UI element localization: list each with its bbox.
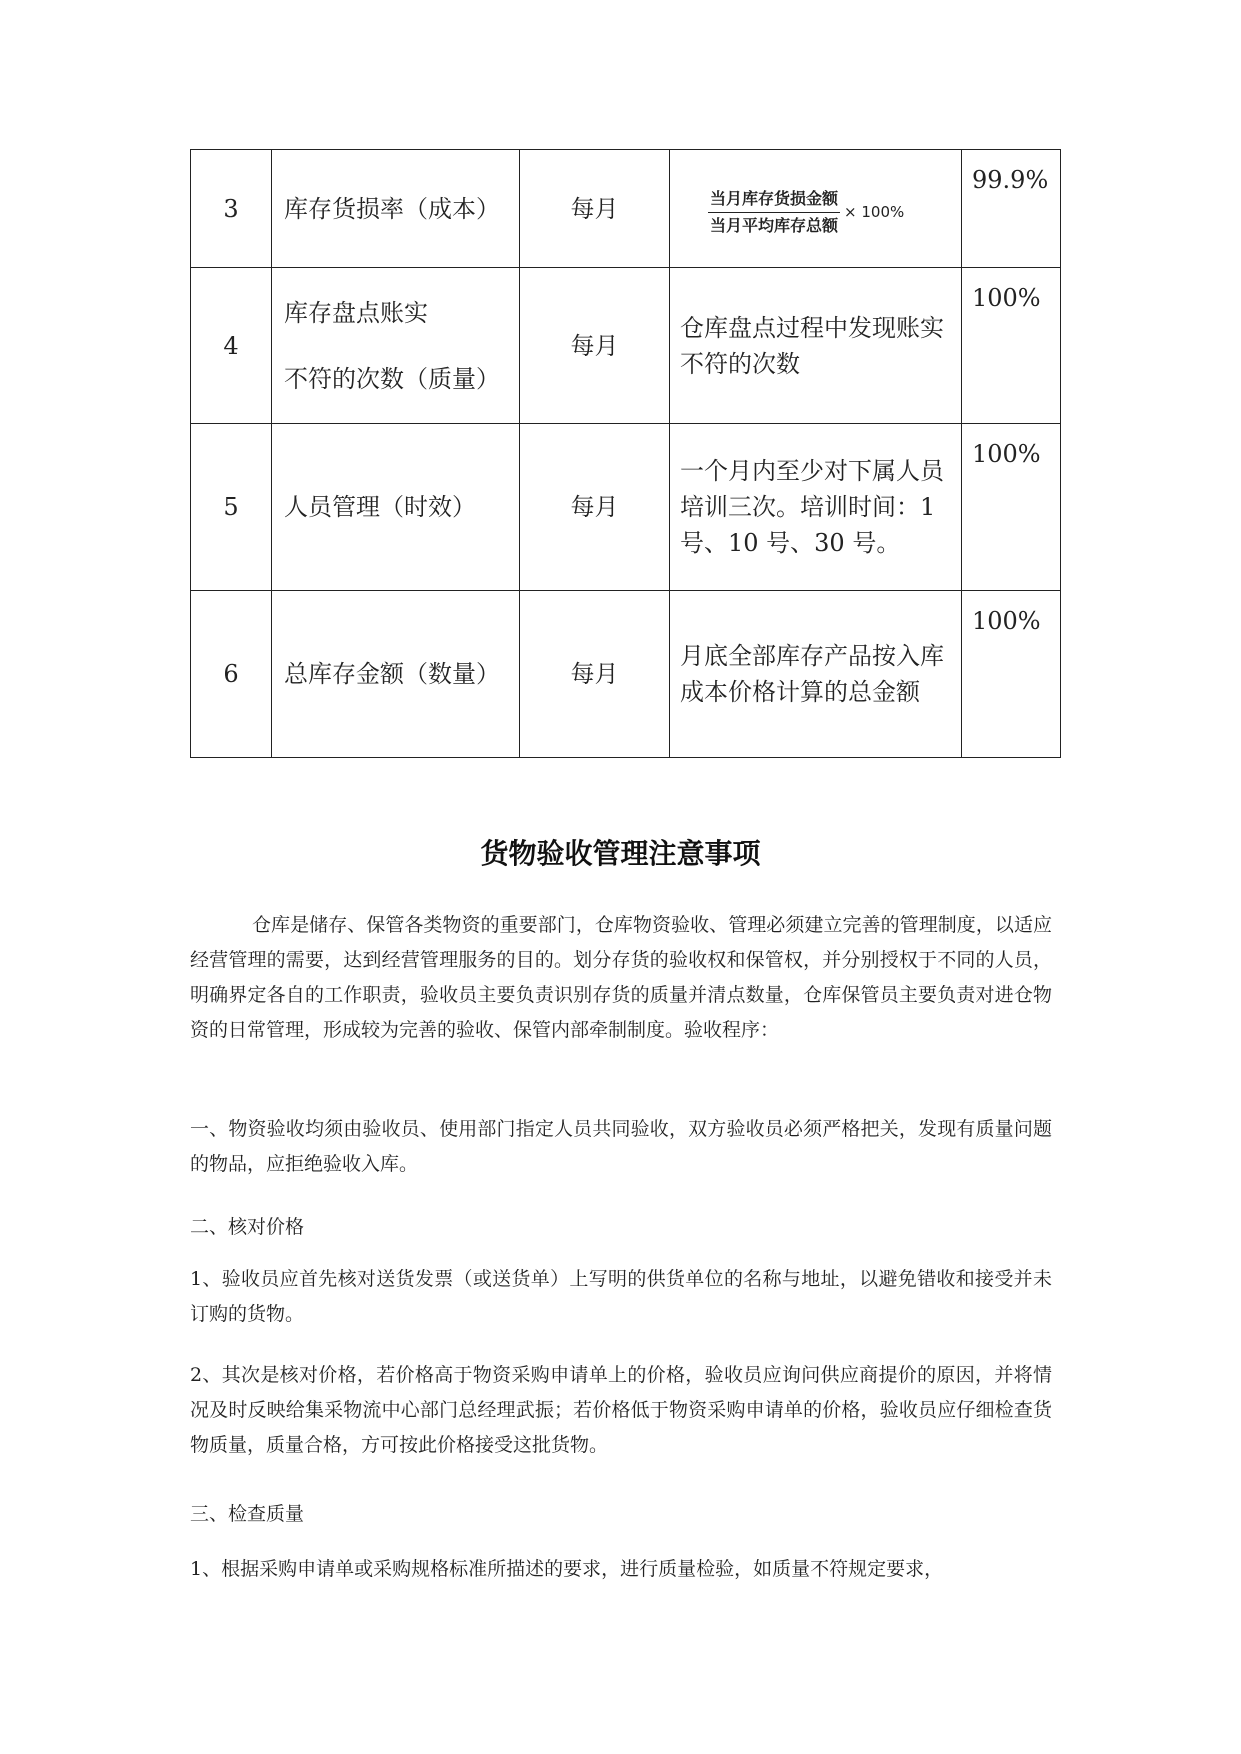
row-number: 4 xyxy=(191,268,272,424)
target-value: 100% xyxy=(962,424,1061,591)
row-number: 5 xyxy=(191,424,272,591)
paragraph: 2、其次是核对价格，若价格高于物资采购申请单上的价格，验收员应询问供应商提价的原因，并将情况及时反映给集采物流中心部门总经理武振；若价格低于物资采购申请单的价格，验收员应仔细检查货物质量，质量合格，方可按此价格接受这批货物。 xyxy=(190,1364,1052,1456)
metric-name: 库存货损率（成本） xyxy=(272,150,520,268)
metric-name: 库存盘点账实 不符的次数（质量） xyxy=(272,268,520,424)
metric-name: 总库存金额（数量） xyxy=(272,591,520,758)
frequency: 每月 xyxy=(520,150,670,268)
frequency: 每月 xyxy=(520,424,670,591)
formula-denominator: 当月平均库存总额 xyxy=(710,216,839,235)
description: 仓库盘点过程中发现账实不符的次数 xyxy=(670,268,962,424)
description: 月底全部库存产品按入库成本价格计算的总金额 xyxy=(670,591,962,758)
row-number: 6 xyxy=(191,591,272,758)
target-value: 99.9% xyxy=(962,150,1061,268)
metric-name: 人员管理（时效） xyxy=(272,424,520,591)
kpi-table xyxy=(190,149,1061,758)
table-row xyxy=(191,150,1061,268)
paragraph: 一、物资验收均须由验收员、使用部门指定人员共同验收，双方验收员必须严格把关，发现有质量问题的物品，应拒绝验收入库。 xyxy=(190,1118,1052,1175)
section-title: 货物验收管理注意事项 xyxy=(480,837,761,870)
formula xyxy=(670,150,962,268)
table-row xyxy=(191,424,1061,591)
table-row xyxy=(191,591,1061,758)
row-number: 3 xyxy=(191,150,272,268)
frequency: 每月 xyxy=(520,591,670,758)
intro-paragraph: 仓库是储存、保管各类物资的重要部门，仓库物资验收、管理必须建立完善的管理制度，以适应经营管理的需要，达到经营管理服务的目的。划分存货的验收权和保管权，并分别授权于不同的人员，明确界定各自的工作职责，验收员主要负责识别存货的质量并清点数量，仓库保管员主要负责对进仓物资的日常管理，形成较为完善的验收、保管内部牵制制度。验收程序： xyxy=(190,914,1052,1041)
formula-multiplier: × 100% xyxy=(844,203,905,221)
description: 一个月内至少对下属人员培训三次。培训时间：1 号、10 号、30 号。 xyxy=(670,424,962,591)
formula-numerator: 当月库存货损金额 xyxy=(708,188,840,213)
table-row xyxy=(191,268,1061,424)
target-value: 100% xyxy=(962,591,1061,758)
subheading: 二、核对价格 xyxy=(190,1216,305,1238)
paragraph: 1、验收员应首先核对送货发票（或送货单）上写明的供货单位的名称与地址，以避免错收和接受并未订购的货物。 xyxy=(190,1268,1052,1325)
frequency: 每月 xyxy=(520,268,670,424)
subheading: 三、检查质量 xyxy=(190,1503,305,1525)
target-value: 100% xyxy=(962,268,1061,424)
paragraph: 1、根据采购申请单或采购规格标准所描述的要求，进行质量检验，如质量不符规定要求， xyxy=(190,1558,944,1580)
